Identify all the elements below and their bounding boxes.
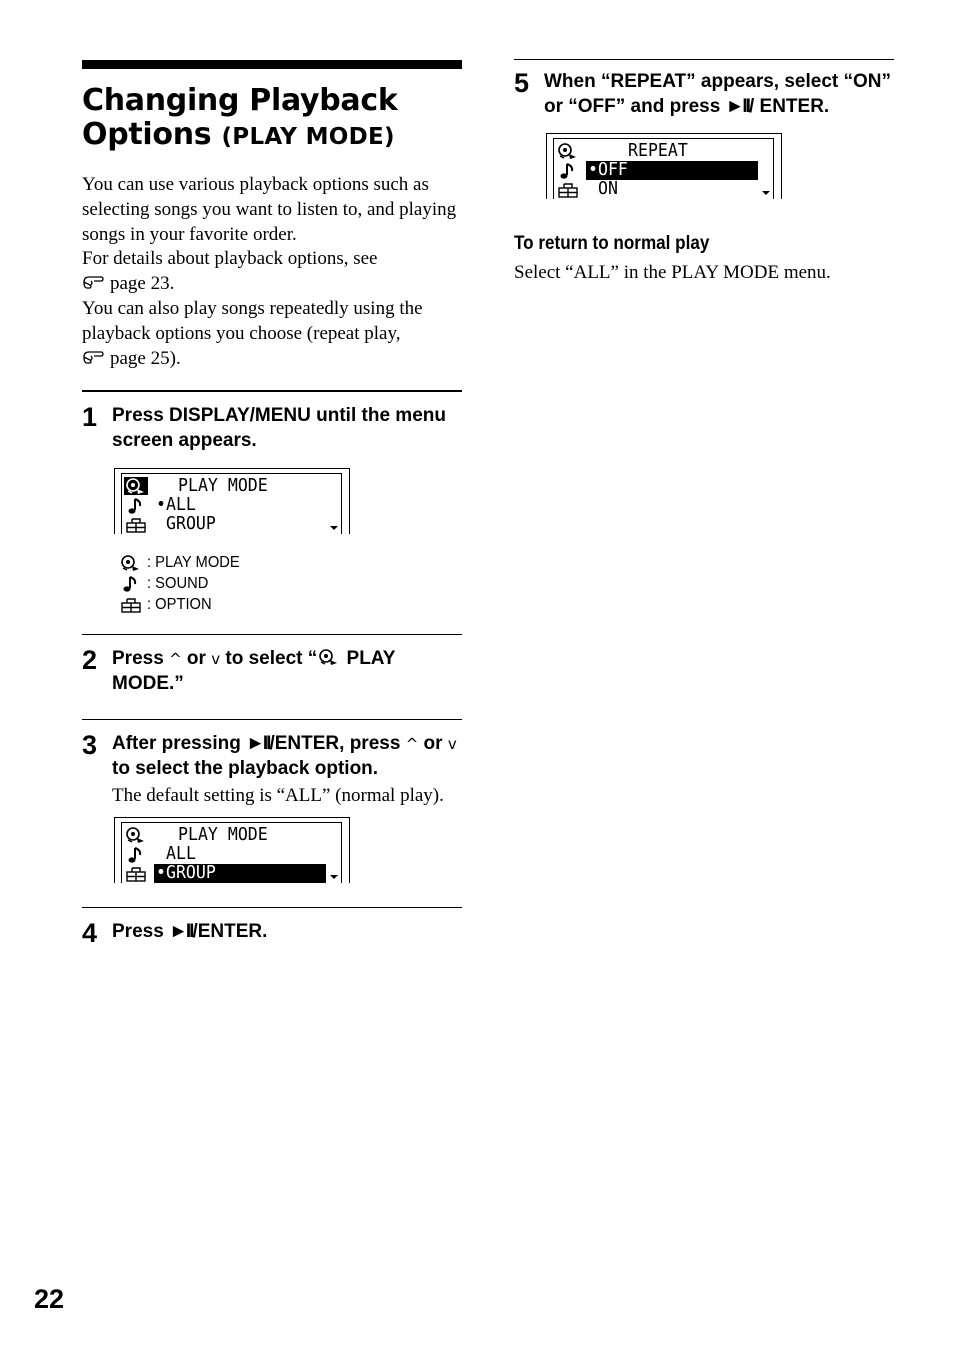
hand-pointer-icon [82, 273, 104, 287]
step-instruction [544, 70, 894, 119]
title-paren: (PLAY MODE) [221, 124, 395, 150]
option-icon [118, 596, 144, 614]
step-text: /ENTER, press [269, 733, 401, 755]
legend-item-option [118, 594, 462, 615]
step-text: PLAY MODE.” [112, 648, 396, 694]
step-instruction [112, 647, 462, 696]
step-1 [82, 390, 462, 615]
intro-p3-text: You can also play songs repeatedly using the playback options you choose (repeat play, [82, 297, 423, 344]
lcd-line-1-selected: •OFF [588, 159, 628, 180]
option-icon [556, 181, 580, 199]
lcd-line-2: ON [598, 178, 618, 199]
icon-legend [118, 552, 462, 615]
play-mode-icon [317, 648, 341, 666]
lcd-line-1: ALL [166, 843, 196, 865]
option-icon [124, 865, 148, 883]
lcd-line-2: GROUP [166, 513, 216, 535]
play-mode-icon [556, 142, 580, 160]
sound-icon [124, 846, 148, 864]
hand-pointer-icon [82, 348, 104, 362]
page-title [82, 84, 462, 154]
step-instruction [112, 920, 462, 945]
play-mode-icon [124, 826, 148, 844]
legend-item-sound [118, 573, 462, 594]
title-main: Changing Playback Options [82, 83, 398, 152]
step-number: 2 [82, 645, 98, 676]
legend-item-play-mode [118, 552, 462, 573]
step-text: / ENTER. [748, 95, 830, 117]
sound-icon [118, 575, 144, 593]
step-note: The default setting is “ALL” (normal play). [112, 785, 444, 807]
step-number: 4 [82, 918, 98, 949]
legend-label: : OPTION [147, 596, 212, 614]
step-2 [82, 634, 462, 719]
step-number: 1 [82, 402, 98, 433]
step-text: to select the playback option. [112, 757, 379, 779]
down-arrow-icon: v [447, 735, 457, 754]
lcd-line-1: •ALL [156, 494, 196, 516]
option-icon [124, 516, 148, 534]
intro-text [82, 173, 462, 371]
up-arrow-icon: ^ [405, 735, 419, 754]
return-section-text: Select “ALL” in the PLAY MODE menu. [514, 262, 831, 283]
legend-label: : SOUND [147, 575, 209, 593]
return-section-heading: To return to normal play [514, 233, 710, 254]
step-text: or [423, 733, 443, 755]
scroll-down-arrow-icon [330, 525, 338, 531]
sound-icon [124, 497, 148, 515]
lcd-screen-repeat [546, 133, 782, 199]
lcd-screen-group-selected [114, 817, 350, 883]
legend-label: : PLAY MODE [147, 554, 240, 572]
scroll-down-arrow-icon [762, 190, 770, 196]
step-4 [82, 907, 462, 949]
step-instruction: Press DISPLAY/MENU until the menu screen appears. [112, 405, 446, 451]
page-number: 22 [34, 1284, 65, 1314]
down-arrow-icon: v [211, 650, 221, 669]
step-text: Press [112, 921, 164, 943]
intro-p2-page-ref[interactable]: page 23. [110, 273, 175, 295]
lcd-title: PLAY MODE [178, 824, 268, 846]
step-text: After pressing [112, 733, 241, 755]
play-pause-icon: ►II [169, 921, 193, 943]
step-text: When “REPEAT” appears, select “ON” or “OFF” and press [544, 71, 892, 117]
lcd-screen-play-mode-menu [114, 468, 350, 534]
play-mode-icon [124, 477, 148, 495]
play-mode-icon [118, 554, 144, 572]
intro-p2-text: For details about playback options, see [82, 248, 378, 270]
step-3 [82, 719, 462, 883]
play-pause-icon: ►II [246, 733, 270, 755]
lcd-title: REPEAT [628, 140, 688, 161]
up-arrow-icon: ^ [169, 650, 182, 669]
lcd-title: PLAY MODE [178, 475, 268, 497]
left-column [82, 60, 462, 949]
step-text: or [186, 648, 206, 670]
scroll-down-arrow-icon [330, 874, 338, 880]
intro-paragraph-3 [82, 297, 462, 371]
step-text: to select “ [225, 648, 318, 670]
play-pause-icon: ►II [725, 95, 749, 117]
step-text: /ENTER. [192, 921, 268, 943]
step-number: 5 [514, 68, 530, 98]
step-5 [514, 59, 894, 199]
title-rule [82, 60, 462, 69]
intro-p3-page-ref[interactable]: page 25). [110, 347, 181, 369]
step-text: Press [112, 648, 164, 670]
lcd-line-2-selected: •GROUP [156, 862, 216, 884]
intro-paragraph-1: You can use various playback options such as selecting songs you want to listen to, and playing songs in your favorite order. [82, 174, 457, 245]
step-instruction [112, 732, 462, 781]
step-number: 3 [82, 730, 98, 761]
sound-icon [556, 162, 580, 180]
intro-paragraph-2 [82, 247, 462, 297]
right-column [514, 59, 894, 285]
